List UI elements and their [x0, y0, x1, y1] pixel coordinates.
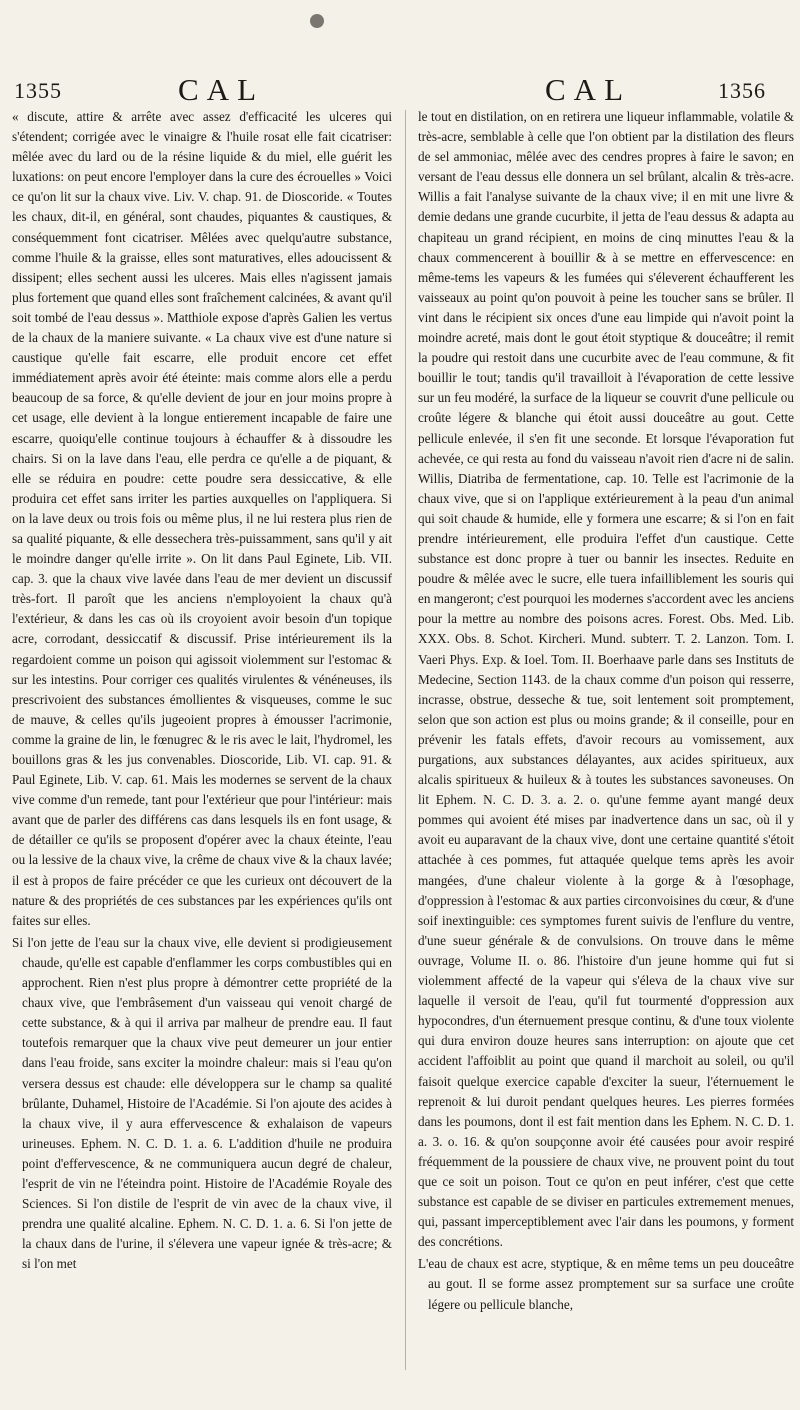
running-title-right: CAL — [545, 72, 631, 107]
right-paragraph-2: L'eau de chaux est acre, styptique, & en même tems un peu douceâtre au gout. Il se forme assez promptement sur sa surface une croûte légere ou pellicule blanche, — [418, 1256, 794, 1312]
left-paragraph-2: Si l'on jette de l'eau sur la chaux vive, elle devient si prodigieusement chaude, qu'elle est capable d'enflammer les corps combustibles qui en approchent. Rien n'est plus propre à démontrer cette propriété de la chaux vive, que l'embrâsement d'un vaisseau qui venoit chargé de cette substance, & à qui il arriva par malheur de prendre eau. Il faut toutefois remarquer que la chaux vive peut demeurer un jour entier dans l'eau froide, sans exciter la moindre chaleur: mais si l'eau qu'on versera dessus est chaude: elle développera sur le champ sa qualité brûlante, Duhamel, Histoire de l'Académie. Si l'on ajoute des acides à la chaux vive, il y aura effervescence & exhalaison de vapeurs urineuses. Ephem. N. C. D. 1. a. 6. L'addition d'huile ne produira point d'effervescence, & ne communiquera aucun degré de chaleur, l'esprit de vin ne l'éteindra point. Histoire de l'Académie Royale des Sciences. Si l'on distile de l'esprit de vin avec de la chaux vive, il prendra une qualité alcaline. Ephem. N. C. D. 1. a. 6. Si l'on jette de la chaux dans de l'urine, il s'élevera une vapeur ignée & très-acre; & si l'on met — [12, 934, 392, 1272]
running-title-left: CAL — [178, 72, 264, 107]
left-paragraph-1: « discute, attire & arrête avec assez d'efficacité les ulceres qui s'étendent; corrigée avec le vinaigre & l'huile rosat elle fait cicatriser: mêlée avec du lard ou de la résine liquide & du miel, elle guérit les luxations: on peut encore l'employer dans la cure des écrouelles » Voici ce qu'on lit sur la chaux vive. Liv. V. chap. 91. de Dioscoride. « Toutes les chaux, dit-il, en général, sont chaudes, piquantes & caustiques, & conséquemment font cicatriser. Mêlées avec quelqu'autre substance, comme l'huile & la graisse, elles sont maturatives, elles adoucissent & dissipent; elles sechent aussi les ulceres. Mais elles n'agissent jamais plus fortement que quand elles sont fraîchement calcinées, & avant qu'il soit tombé de l'eau dessus ». Matthiole expose d'après Galien les vertus de la chaux de la maniere suivante. « La chaux vive est d'une nature si caustique qu'elle fait escarre, elle produit encore cet effet immédiatement après avoir été éteinte: mais comme alors elle a perdu beaucoup de sa force, & qu'elle devient de jour en jour moins propre à cet usage, elle devient à la longue entierement incapable de faire une escarre, quoiqu'elle continue toujours à échauffer & à dissoudre les chairs. Si on la lave dans l'eau, elle perdra ce qu'elle a de piquant, & elle se réduira en poudre: cette poudre sera dessiccative, & elle produira cet effet sans irriter les parties auxquelles on l'appliquera. Si on la lave deux ou trois fois ou même plus, il ne lui restera plus rien de sa qualité piquante, & elle dessechera très-puissamment, sans qu'il y ait le moindre danger qu'elle irrite ». On lit dans Paul Eginete, Lib. VII. cap. 3. que la chaux vive lavée dans l'eau de mer devient un discussif très-fort. Il paroît que les anciens n'employoient la chaux qu'à l'extérieur, & dans les cas où ils croyoient avoir besoin d'un topique acre, corrodant, dessiccatif & discussif. Prise intérieurement ils la regardoient comme un poison qui agissoit violemment sur l'estomac & sur les intestins. Pour corriger ces qualités virulentes & vénéneuses, ils prescrivoient des substances émollientes & visqueuses, comme le suc de mauve, & celles qu'ils jugeoient propres à émousser l'acrimonie, comme la graine de lin, le fœnugrec & le ris avec le lait, l'hydromel, les bouillons gras & les jus convenables. Dioscoride, Lib. VI. cap. 91. & Paul Eginete, Lib. V. cap. 61. Mais les modernes se servent de la chaux vive comme d'un remede, tant pour l'extérieur que pour l'intérieur: mais avant que de parler des différens cas dans lesquels ils en font usage, & de détailler ce qu'ils se proposent d'opérer avec la chaux éteinte, l'eau ou la lessive de la chaux vive, la crême de chaux vive & la chaux lavée; il est à propos de faire précéder ce que les curieux ont découvert de la nature & des propriétés de ces substances par les expériences qu'ils ont faites sur elles. — [12, 109, 392, 928]
page-number-left: 1355 — [14, 78, 62, 103]
column-divider — [405, 110, 406, 1370]
page-header — [0, 72, 800, 106]
binding-hole — [310, 14, 324, 28]
right-column — [418, 107, 794, 1315]
page-number-right: 1356 — [718, 78, 766, 103]
right-paragraph-1: le tout en distilation, on en retirera une liqueur inflammable, volatile & très-acre, semblable à celle que l'on obtient par la distilation des fleurs de sel ammoniac, mêlée avec des cendres propres à faire le savon; en versant de l'eau dessus elle donnera un sel brûlant, alcalin & très-acre. Willis a fait l'analyse suivante de la chaux vive; il en mit une livre & demie dedans une grande cucurbite, il jetta de l'eau dessus & adapta au chapiteau un grand récipient, en moins de cinq minuttes l'eau & la chaux commencerent à bouillir & à se mettre en effervescence: en même-tems les vapeurs & les fumées qui s'éleverent échaufferent les vaisseaux au point qu'on pouvoit à peine les toucher sans se brûler. Il vint dans le récipient six onces d'une eau limpide qui n'avoit point la moindre acreté, mais dont le gout étoit styptique & douceâtre; il remit la poudre qui restoit dans une cucurbite avec de l'eau commune, & fit bouillir le tout; tandis qu'il travailloit à l'évaporation de cette lessive sur un feu modéré, la surface de la liqueur se couvrit d'une pellicule ou croûte légere & blanche qui étoit aussi douceâtre au gout. Cette pellicule enlevée, il s'en fit une seconde. Et lorsque l'évaporation fut achevée, ce qui resta au fond du vaisseau n'avoit rien d'acre ni de salin. Willis, Diatriba de fermentatione, cap. 10. Telle est l'acrimonie de la chaux vive, que si on l'applique extérieurement à la peau d'un animal qui soit chaude & humide, elle y formera une escarre; & si l'on en fait prendre intérieurement, elle produira l'effet d'un caustique. Cette substance est donc propre à tuer ou bannir les insectes. Reduite en poudre & mêlée avec le sucre, elle tuera infailliblement les souris qui en mangeront; c'est pourquoi les modernes s'accordent avec les anciens pour la mettre au nombre des poisons acres. Forest. Obs. Med. Lib. XXX. Obs. 8. Schot. Kircheri. Mund. subterr. T. 2. Lanzon. Tom. I. Vaeri Phys. Exp. & Ioel. Tom. II. Boerhaave parle dans ses Instituts de Medecine, Section 1143. de la chaux comme d'un poison qui resserre, incrasse, obstrue, desseche & tue, soit lentement soit promptement, selon que son action est plus ou moins grande; & il conseille, pour en prévenir les fatals effets, d'avoir recours au vomissement, aux purgations, aux substances délayantes, aux acides spiritueux, aux alcalis spiritueux & huileux & à toutes les substances savoneuses. On lit Ephem. N. C. D. 3. a. 2. o. qu'une femme ayant mangé deux pommes qui avoient été mises par inadvertence dans un sac, où il y avoit eu auparavant de la chaux vive, dont une certaine quantité s'étoit attachée à ces pommes, fut attaquée quelque tems après les avoir mangées, d'une chaleur violente à la gorge & à l'œsophage, d'oppression à l'estomac & aux parties circonvoisines du cœur, & d'une soif inextinguible: ces symptomes furent suivis de l'enflure du ventre, d'une sueur générale & de convulsions. On trouve dans le même ouvrage, Volume II. o. 86. l'histoire d'un jeune homme qui fut si violemment affecté de la vapeur qui s'éleva de la chaux vive sur laquelle il versoit de l'eau, qu'il fut tourmenté d'oppression aux hypocondres, d'un éternuement presque continu, & d'une toux violente qui dura environ douze heures sans interruption: on ajoute que cet accident l'affoiblit au point que quand il marchoit au soleil, ou qu'il faisoit quelque exercice capable d'exciter la sueur, l'éternuement le reprenoit & lui duroit pendant quelques heures. Les pierres formées dans les poumons, dont il est fait mention dans les Ephem. N. C. D. 1. a. 3. o. 16. & qu'on soupçonne avoir été causées pour avoir respiré fréquemment de la poussiere de chaux vive, ne prouvent point du tout que ce soit un poison. Tout ce qu'on en peut inférer, c'est que cette substance est capable de se diviser en particules extremement menues, qui, passant imperceptiblement avec l'air dans les poumons, y forment des concrétions. — [418, 109, 794, 1250]
left-column — [12, 107, 392, 1274]
